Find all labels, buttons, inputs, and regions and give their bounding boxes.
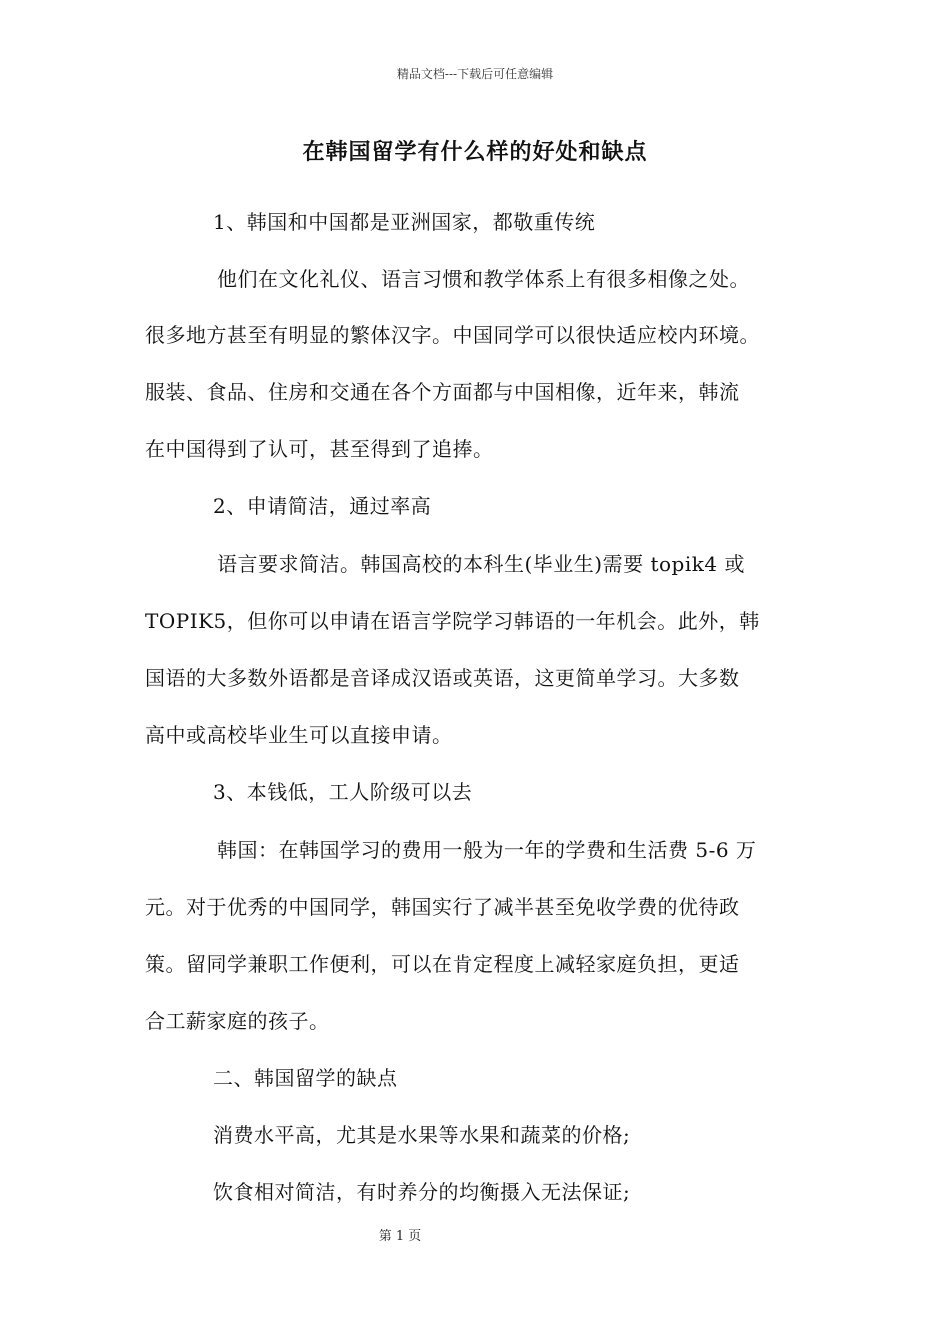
- paragraph-line: 元。对于优秀的中国同学，韩国实行了减半甚至免收学费的优待政: [145, 895, 740, 919]
- paragraph-line: TOPIK5，但你可以申请在语言学院学习韩语的一年机会。此外，韩: [145, 609, 760, 633]
- paragraph-line: 服装、食品、住房和交通在各个方面都与中国相像，近年来，韩流: [145, 380, 740, 404]
- list-item: 饮食相对简洁，有时养分的均衡摄入无法保证;: [213, 1180, 631, 1204]
- paragraph-line: 在中国得到了认可，甚至得到了追捧。: [145, 437, 494, 461]
- paragraph-line: 他们在文化礼仪、语言习惯和教学体系上有很多相像之处。: [217, 267, 750, 291]
- paragraph-line: 策。留同学兼职工作便利，可以在肯定程度上减轻家庭负担，更适: [145, 952, 740, 976]
- document-header: 精品文档---下载后可任意编辑: [396, 67, 554, 81]
- paragraph-line: 高中或高校毕业生可以直接申请。: [145, 723, 453, 747]
- paragraph-line: 国语的大多数外语都是音译成汉语或英语，这更简单学习。大多数: [145, 666, 740, 690]
- paragraph-line: 韩国：在韩国学习的费用一般为一年的学费和生活费 5-6 万: [217, 838, 757, 862]
- paragraph-line: 很多地方甚至有明显的繁体汉字。中国同学可以很快适应校内环境。: [145, 323, 760, 347]
- paragraph-line: 合工薪家庭的孩子。: [145, 1009, 330, 1033]
- section-heading: 3、本钱低，工人阶级可以去: [213, 780, 473, 804]
- section-heading: 1、韩国和中国都是亚洲国家，都敬重传统: [213, 210, 596, 234]
- list-item: 消费水平高，尤其是水果等水果和蔬菜的价格;: [213, 1123, 631, 1147]
- section-heading: 2、申请简洁，通过率高: [213, 494, 432, 518]
- paragraph-line: 语言要求简洁。韩国高校的本科生(毕业生)需要 topik4 或: [217, 552, 745, 576]
- page-number: 第 1 页: [378, 1229, 422, 1244]
- document-title: 在韩国留学有什么样的好处和缺点: [302, 139, 648, 165]
- section-heading: 二、韩国留学的缺点: [213, 1066, 398, 1090]
